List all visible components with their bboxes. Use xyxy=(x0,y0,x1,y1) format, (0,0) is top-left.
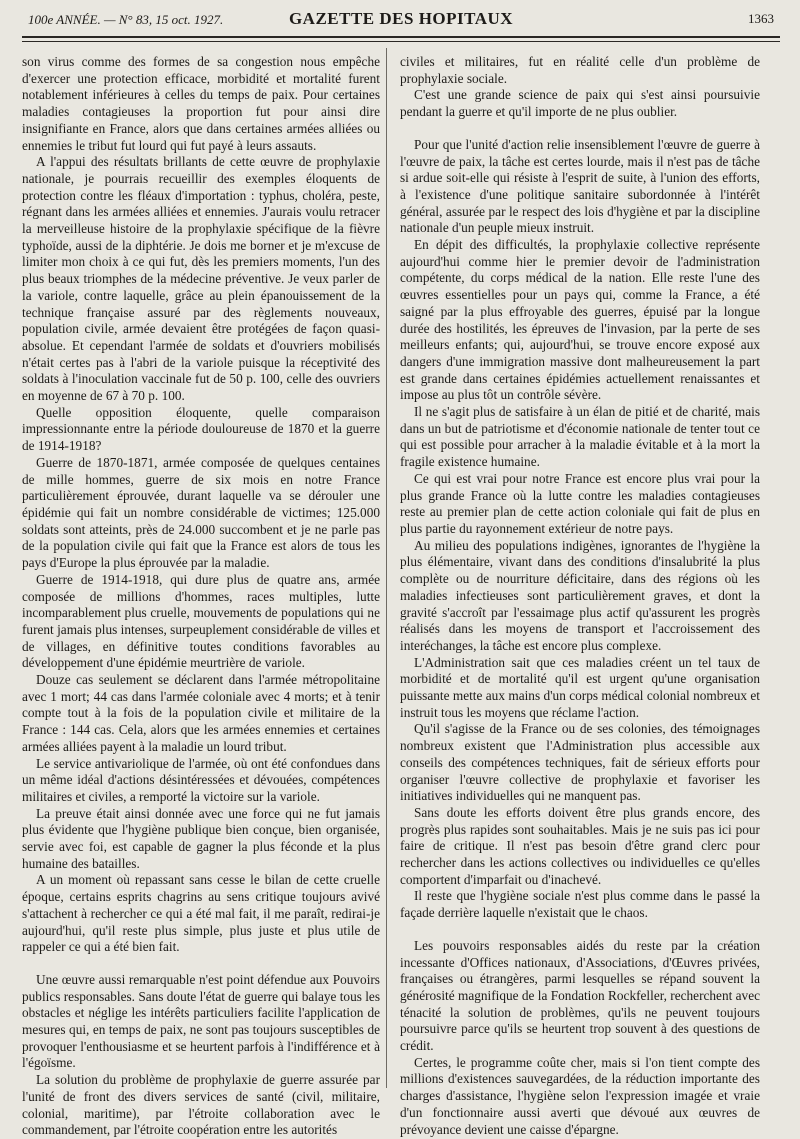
journal-title: GAZETTE DES HOPITAUX xyxy=(288,9,514,28)
column-divider xyxy=(386,48,387,1088)
paragraph: Quelle opposition éloquente, quelle comparaison impressionnante entre la période douloureuse de 1870 et la guerre de 1914-1918? xyxy=(22,404,380,454)
paragraph: L'Administration sait que ces maladies créent un tel taux de morbidité et de mortalité qu'il est urgent qu'une organisation puissante mette aux mains d'un corps médical colonial nombreux et instruit tous les moyens que réclame l'action. xyxy=(400,654,760,720)
paragraph: La solution du problème de prophylaxie de guerre assurée par l'unité de front des divers services de santé (civil, militaire, colonial, maritime), par l'étroite collaboration avec le commandement, par l'étroite coopération entre les autorités xyxy=(22,1072,380,1138)
paragraph: Certes, le programme coûte cher, mais si l'on tient compte des millions d'existences sauvegardées, de la réduction importante des charges d'assistance, l'hygiène selon l'expression imagée et vraie d'un fonctionnaire aussi averti que dévoué aux œuvres de prévoyance devient une caisse d'épargne. xyxy=(400,1054,760,1137)
paragraph: Douze cas seulement se déclarent dans l'armée métropolitaine avec 1 mort; 44 cas dans l'armée coloniale avec 4 morts; et à tenir compte tout à la fois de la population civile et militaire de la France : 144 cas. Cela, alors que les armées ennemies et certaines armées alliées payent à la maladie un lourd tribut. xyxy=(22,672,380,754)
paragraph: Guerre de 1914-1918, qui dure plus de quatre ans, armée composée de millions d'hommes, races multiples, lutte incomparablement plus cruelle, mouvements de populations qui ne furent jamais plus intenses, surpeuplement considérable de villes et de villages, en définitive toutes conditions favorables au développement d'une épidémie meurtrière de variole. xyxy=(22,571,380,671)
issue-info: 100e ANNÉE. — N° 83, 15 oct. 1927. xyxy=(28,12,224,27)
paragraph: Il reste que l'hygiène sociale n'est plus comme dans le passé la façade derrière laquelle n'existait que le chaos. xyxy=(400,888,760,921)
page-header xyxy=(28,6,774,34)
paragraph: Il ne s'agit plus de satisfaire à un élan de pitié et de charité, mais dans un but de patriotisme et d'économie nationale de tenter tout ce qui est possible pour arracher à la maladie évitable et à la mort la fragile existence humaine. xyxy=(400,404,760,470)
paragraph: La preuve était ainsi donnée avec une force qui ne fut jamais plus évidente que l'hygiène publique bien conçue, bien organisée, servie avec foi, est capable de gagner la plus féconde et la plus humaine des batailles. xyxy=(22,805,380,871)
paragraph: Une œuvre aussi remarquable n'est point défendue aux Pouvoirs publics responsables. Sans doute l'état de guerre qui balaye tous les obstacles et néglige les intérêts particuliers facilite l'application de mesures qui, en temps de paix, ne sont pas toujours susceptibles de provoquer l'enthousiasme et se heurtent parfois à l'indifférence et à l'égoïsme. xyxy=(22,971,380,1071)
paragraph: son virus comme des formes de sa congestion nous empêche d'exercer une protection efficace, morbidité et mortalité furent notablement inférieures à celles du temps de paix. Pour certaines maladies contagieuses la proportion fut pour ainsi dire insignifiante en France, alors que dans certaines armées alliées ou ennemies le tribut fut lourd qui fut payé à leurs assauts. xyxy=(22,54,380,153)
paragraph: A l'appui des résultats brillants de cette œuvre de prophylaxie nationale, je pourrais recueillir des exemples éloquents de protection contre les fléaux d'importation : typhus, choléra, peste, régnant dans les armées alliées et ennemies. J'aurais voulu retracer la merveilleuse histoire de la prophylaxie spécifique de la fièvre typhoïde, aussi de la diphtérie. Je dois me borner et je m'excuse de limiter mon choix à ce qui fut, dès les premiers moments, l'un des plus beaux triomphes de la médecine préventive. Je veux parler de la variole, contre laquelle, grâce au plein épanouissement de la technique française assuré par des règlements nouveaux, population civile, armée devaient être protégées de façon quasi-absolue. Et cependant l'armée de soldats et d'ouvriers mobilisés n'était certes pas à l'abri de la variole puisque la réceptivité des soldats à l'inoculation vaccinale fut de 50 p. 100, celle des ouvriers en moyenne de 67 à 70 p. 100. xyxy=(22,154,380,404)
paragraph: Au milieu des populations indigènes, ignorantes de l'hygiène la plus élémentaire, vivant dans des conditions d'insalubrité la plus complète ou de nourriture déficitaire, dans des régions où les maladies infectieuses sont particulièrement graves, et dont la gravité s'accroît par l'essaimage plus actif qu'assurent les progrès réalisés dans les moyens de transport et l'accroissement des interéchanges, la tâche est encore plus complexe. xyxy=(400,537,760,653)
header-rule-thick xyxy=(22,36,780,38)
header-rule-thin xyxy=(22,41,780,42)
paragraph: Guerre de 1870-1871, armée composée de quelques centaines de mille hommes, guerre de six mois en notre France particulièrement éprouvée, durant laquelle va se dérouler une épidémie qui fait un nombre considérable de victimes; 125.000 soldats sont atteints, près de 24.000 succombent et je ne parle pas de la population civile qui fait que la France est alors de tous les pays d'Europe la plus éprouvée par la maladie. xyxy=(22,454,380,571)
paragraph: Qu'il s'agisse de la France ou de ses colonies, des témoignages nombreux existent que l'Administration plus accessible aux conseils des compétences techniques, fait de sérieux efforts pour organiser l'œuvre collective de prophylaxie et favoriser les initiatives individuelles qui ne manquent pas. xyxy=(400,721,760,804)
paragraph: civiles et militaires, fut en réalité celle d'un problème de prophylaxie sociale. xyxy=(400,54,760,86)
paragraph: Le service antivariolique de l'armée, où ont été confondues dans un même idéal d'actions désintéressées et dévouées, compétences militaires et civiles, a remporté la victoire sur la variole. xyxy=(22,755,380,804)
paragraph: Ce qui est vrai pour notre France est encore plus vrai pour la plus grande France où la lutte contre les maladies contagieuses reste au premier plan de cette action coloniale qui fait de plus en plus partie du rayonnement extérieur de notre pays. xyxy=(400,470,760,536)
paragraph: Pour que l'unité d'action relie insensiblement l'œuvre de guerre à l'œuvre de paix, la tâche est certes lourde, mais il n'est pas de tâche si ardue soit-elle qui résiste à l'esprit de suite, à l'union des efforts, à l'existence d'une politique sanitaire subordonnée à l'intérêt général, assurée par le respect des lois d'hygiène et par la discipline nationale d'un peuple mieux instruit. xyxy=(400,136,760,236)
paragraph: Sans doute les efforts doivent être plus grands encore, des progrès plus rapides sont souhaitables. Mais je ne suis pas ici pour faire de critique. Il n'est pas besoin d'être grand clerc pour rechercher dans les actions collectives ou individuelles ce qu'elles comportent d'imparfait ou d'inachevé. xyxy=(400,804,760,887)
paragraph: En dépit des difficultés, la prophylaxie collective représente aujourd'hui comme hier le premier devoir de l'administration compétente, du corps médical de la nation. Elle reste l'une des œuvres essentielles pour un pays qui, comme la France, a été saigné par la plus effroyable des guerres, épuisé par la longue durée des hostilités, les épreuves de l'invasion, par la perte de ses meilleurs enfants; qui, aujourd'hui, se trouve encore exposé aux dangers d'une immigration massive dont malheureusement la part est grande dans certaines épidémies actuellement renaissantes et impose au plus tôt un contrôle sévère. xyxy=(400,237,760,403)
paragraph: Les pouvoirs responsables aidés du reste par la création incessante d'Offices nationaux, d'Associations, d'Œuvres privées, françaises ou étrangères, parmi lesquelles se répand souvent la générosité magnifique de la Fondation Rockfeller, recherchent avec ténacité la solution de problèmes, qu'ils ne peuvent toujours poursuivre parce qu'ils se heurtent trop souvent à des questions de crédit. xyxy=(400,937,760,1054)
paragraph: A un moment où repassant sans cesse le bilan de cette cruelle époque, certains esprits chagrins au sens critique toujours avivé s'attachent à rechercher ce qui a été mal fait, il me paraît, redirai-je aujourd'hui, qu'il reste plus simple, plus juste et plus utile de rappeler ce qui a été bien fait. xyxy=(22,872,380,955)
paragraph: C'est une grande science de paix qui s'est ainsi poursuivie pendant la guerre et qu'il importe de ne plus oublier. xyxy=(400,87,760,120)
right-column xyxy=(400,54,760,1138)
left-column xyxy=(22,54,380,1139)
page-number: 1363 xyxy=(748,11,774,26)
